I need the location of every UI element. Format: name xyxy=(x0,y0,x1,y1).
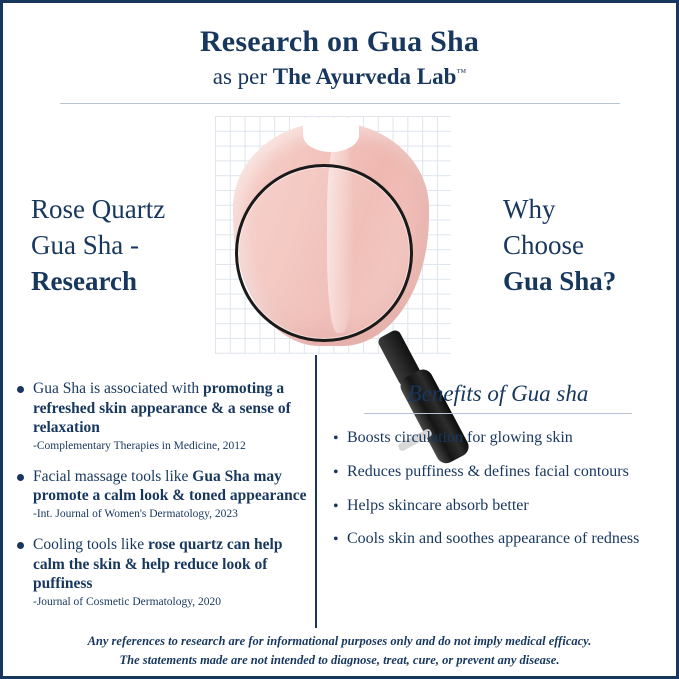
bullet-point-icon: • xyxy=(333,463,339,481)
left-heading-line2: Gua Sha - xyxy=(31,229,139,260)
benefits-column xyxy=(333,379,663,563)
research-text-normal: Cooling tools like xyxy=(33,535,148,553)
benefit-text: Reduces puffiness & defines facial contours xyxy=(347,462,629,480)
list-item xyxy=(17,467,307,522)
trademark-symbol: ™ xyxy=(456,67,467,79)
research-text xyxy=(33,379,307,438)
disclaimer-footer xyxy=(6,628,673,673)
citation: -Complementary Therapies in Medicine, 2012 xyxy=(33,440,246,453)
benefit-text: Helps skincare absorb better xyxy=(347,496,529,514)
bullet-point-icon: • xyxy=(333,430,339,447)
left-heading xyxy=(31,192,165,299)
right-heading-line3: Gua Sha? xyxy=(503,265,617,296)
header xyxy=(3,3,676,104)
bullet-dot-icon xyxy=(17,474,24,481)
list-item xyxy=(333,529,663,550)
benefits-divider xyxy=(364,413,632,414)
list-item xyxy=(333,462,663,483)
benefit-text: Boosts circulation for glowing skin xyxy=(347,429,573,446)
list-item xyxy=(17,535,307,610)
list-item xyxy=(333,428,663,449)
bullet-dot-icon xyxy=(17,386,24,393)
research-column xyxy=(17,379,307,623)
list-item xyxy=(17,379,307,454)
magnifying-glass-lens-icon xyxy=(235,164,413,342)
bullet-point-icon: • xyxy=(333,531,339,549)
left-heading-line3: Research xyxy=(31,265,137,296)
research-text-bold: rose quartz can help calm the skin & help reduce look of puffiness xyxy=(33,535,283,593)
header-divider xyxy=(60,103,620,104)
bullet-point-icon: • xyxy=(333,497,339,515)
subtitle-prefix: as per xyxy=(212,64,273,89)
list-item xyxy=(333,496,663,517)
page-title: Research on Gua Sha xyxy=(199,25,480,58)
research-text-bold: promoting a refreshed skin appearance & a sense of relaxation xyxy=(33,380,291,437)
left-heading-line1: Rose Quartz xyxy=(31,194,166,225)
disclaimer-line-1: Any references to research are for informational purposes only and do not imply medical efficacy. xyxy=(87,634,592,649)
right-heading xyxy=(503,192,648,299)
right-heading-line1: Why xyxy=(503,194,556,225)
citation: -Journal of Cosmetic Dermatology, 2020 xyxy=(33,595,222,608)
research-text-normal: Facial massage tools like xyxy=(33,467,193,485)
research-text xyxy=(33,467,307,506)
page-subtitle xyxy=(3,64,676,89)
citation: -Int. Journal of Women's Dermatology, 2023 xyxy=(33,508,238,521)
disclaimer-line-2: The statements made are not intended to diagnose, treat, cure, or prevent any disease. xyxy=(119,652,560,667)
content-columns xyxy=(3,373,676,631)
benefit-text: Cools skin and soothes appearance of redness xyxy=(347,530,640,548)
bullet-dot-icon xyxy=(17,542,24,549)
research-text xyxy=(33,535,307,594)
hero-image-area xyxy=(3,106,676,371)
research-text-bold: Gua Sha may promote a calm look & toned appearance xyxy=(33,467,307,505)
right-heading-line2: Choose xyxy=(503,229,584,260)
benefits-title: Benefits of Gua sha xyxy=(407,381,589,406)
research-text-normal: Gua Sha is associated with xyxy=(33,380,204,397)
brand-name: The Ayurveda Lab xyxy=(272,64,457,89)
